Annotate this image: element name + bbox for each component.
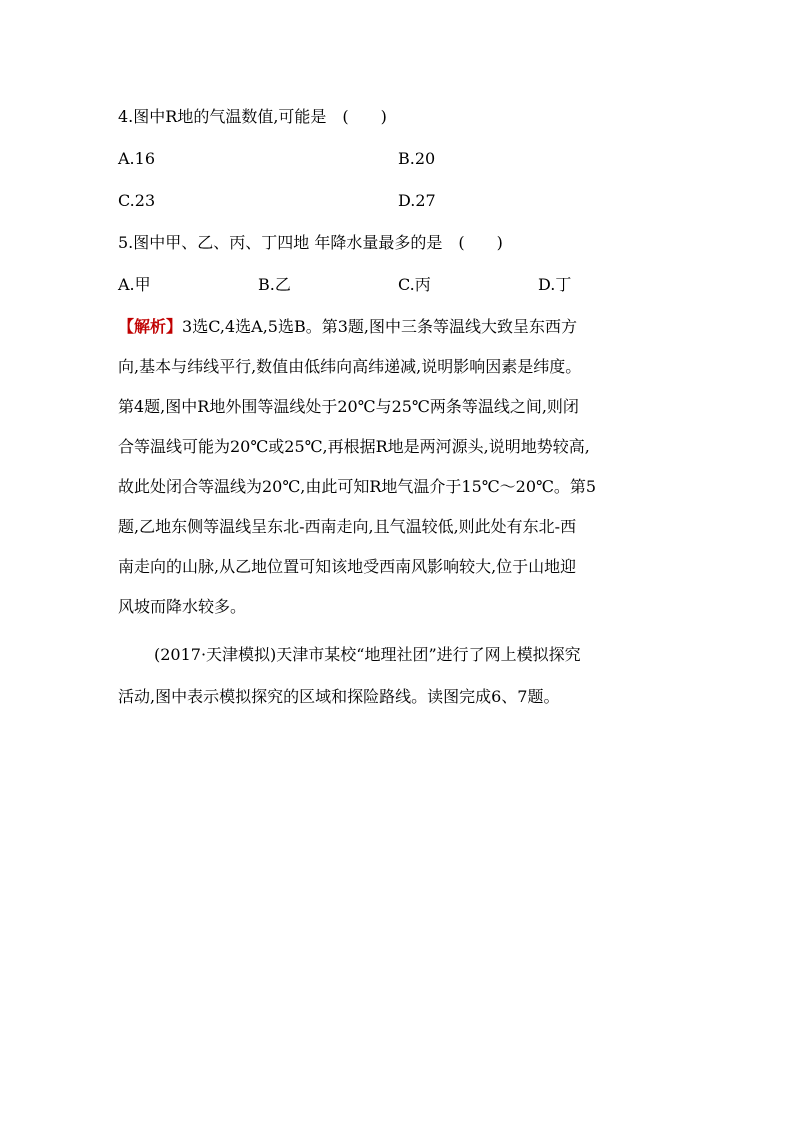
question-5-option-c: C.丙	[398, 275, 431, 294]
analysis-line-3: 第4题,图中R地外围等温线处于20℃与25℃两条等温线之间,则闭	[118, 397, 579, 416]
question-4-option-c: C.23	[118, 191, 156, 210]
analysis-text: 3选C,4选A,5选B。第3题,图中三条等温线大致呈东西方	[182, 317, 577, 336]
analysis-line-1	[118, 317, 683, 337]
question-5-stem: 5.图中甲、乙、丙、丁四地 年降水量最多的是 ( )	[118, 233, 503, 252]
question-4-option-b: B.20	[398, 149, 436, 168]
question-5-option-a: A.甲	[118, 275, 151, 294]
question-5-option-b: B.乙	[258, 275, 291, 294]
analysis-line-7: 南走向的山脉,从乙地位置可知该地受西南风影响较大,位于山地迎	[118, 557, 577, 576]
intro-line-1: (2017·天津模拟)天津市某校“地理社团”进行了网上模拟探究	[154, 645, 581, 664]
analysis-line-4: 合等温线可能为20℃或25℃,再根据R地是两河源头,说明地势较高,	[118, 437, 590, 456]
analysis-line-8: 风坡而降水较多。	[118, 597, 247, 616]
analysis-tag: 【解析】	[118, 317, 183, 336]
analysis-line-6: 题,乙地东侧等温线呈东北-西南走向,且气温较低,则此处有东北-西	[118, 517, 577, 536]
question-4-option-a: A.16	[118, 149, 155, 168]
analysis-line-5: 故此处闭合等温线为20℃,由此可知R地气温介于15℃～20℃。第5	[118, 477, 597, 496]
intro-line-2: 活动,图中表示模拟探究的区域和探险路线。读图完成6、7题。	[118, 687, 560, 706]
question-5-option-d: D.丁	[538, 275, 572, 294]
question-4-option-d: D.27	[398, 191, 436, 210]
question-4-stem: 4.图中R地的气温数值,可能是 ( )	[118, 107, 387, 126]
analysis-line-2: 向,基本与纬线平行,数值由低纬向高纬递减,说明影响因素是纬度。	[118, 357, 582, 376]
